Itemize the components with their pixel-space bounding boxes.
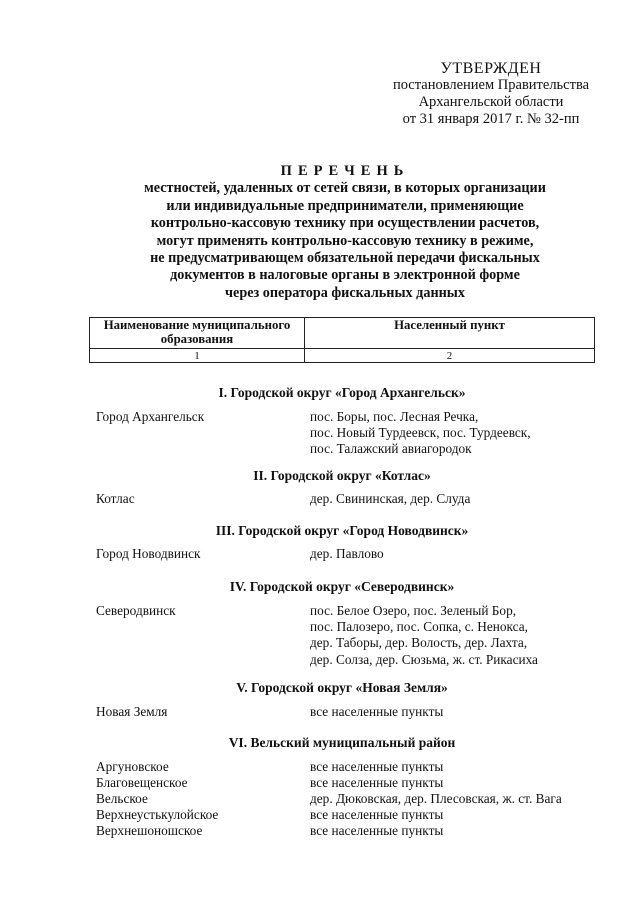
section-heading: II. Городской округ «Котлас» bbox=[253, 468, 431, 483]
approval-heading: УТВЕРЖДЕН bbox=[440, 60, 542, 77]
column-header-municipality: Наименование муниципального образования bbox=[90, 318, 305, 349]
title-line: контрольно-кассовую технику при осуществлении расчетов, bbox=[150, 215, 540, 232]
municipality-name: Аргуновское bbox=[96, 759, 169, 774]
section-heading: IV. Городской округ «Северодвинск» bbox=[229, 579, 455, 594]
settlement-line: все населенные пункты bbox=[310, 704, 444, 719]
settlement-list-cell bbox=[310, 775, 600, 791]
title-line: могут применять контрольно-кассовую технику в режиме, bbox=[156, 232, 534, 249]
settlement-list-cell bbox=[310, 759, 600, 775]
approval-line: от 31 января 2017 г. № 32-пп bbox=[402, 111, 580, 127]
municipality-name: Котлас bbox=[96, 491, 135, 506]
settlement-line: все населенные пункты bbox=[310, 759, 444, 774]
title-line: местностей, удаленных от сетей связи, в которых организации bbox=[144, 180, 546, 197]
settlement-list-cell bbox=[310, 409, 600, 458]
settlement-list-cell bbox=[310, 807, 600, 823]
municipality-name: Город Архангельск bbox=[96, 409, 205, 424]
municipality-name: Благовещенское bbox=[96, 775, 188, 790]
section-heading: V. Городской округ «Новая Земля» bbox=[236, 680, 448, 695]
section-heading: VI. Вельский муниципальный район bbox=[228, 735, 456, 750]
title-heading: ПЕРЕЧЕНЬ bbox=[280, 163, 410, 179]
approval-line: Архангельской области bbox=[418, 94, 564, 110]
settlement-list-cell bbox=[310, 546, 600, 562]
section-heading: I. Городской округ «Город Архангельск» bbox=[218, 385, 466, 400]
settlement-line: пос. Новый Турдеевск, пос. Турдеевск, bbox=[310, 425, 531, 441]
column-number: 2 bbox=[305, 349, 595, 363]
settlement-line: пос. Талажский авиагородок bbox=[310, 441, 472, 457]
settlement-line: дер. Дюковская, дер. Плесовская, ж. ст. Вага bbox=[310, 791, 562, 806]
municipality-name: Верхнеустькулойское bbox=[96, 807, 219, 822]
municipality-name: Город Новодвинск bbox=[96, 546, 201, 561]
settlement-list-cell bbox=[310, 791, 600, 807]
settlement-line: дер. Солза, дер. Сюзьма, ж. ст. Рикасиха bbox=[310, 651, 538, 667]
municipality-name: Новая Земля bbox=[96, 704, 168, 719]
settlement-line: пос. Палозеро, пос. Сопка, с. Ненокса, bbox=[310, 619, 528, 635]
municipality-name: Северодвинск bbox=[96, 603, 176, 618]
settlement-list-cell bbox=[310, 603, 600, 668]
title-line: не предусматривающем обязательной передачи фискальных bbox=[150, 250, 540, 267]
settlement-line: все населенные пункты bbox=[310, 807, 444, 822]
settlement-list-cell bbox=[310, 823, 600, 839]
settlement-line: все населенные пункты bbox=[310, 823, 444, 838]
municipality-name: Вельское bbox=[96, 791, 148, 806]
settlement-list-cell bbox=[310, 491, 600, 507]
settlement-line: дер. Свининская, дер. Слуда bbox=[310, 491, 471, 506]
column-number: 1 bbox=[90, 349, 305, 363]
section-heading: III. Городской округ «Город Новодвинск» bbox=[215, 523, 469, 538]
settlement-list-cell bbox=[310, 704, 600, 720]
settlement-line: дер. Таборы, дер. Волость, дер. Лахта, bbox=[310, 635, 528, 651]
title-line: документов в налоговые органы в электронной форме bbox=[170, 267, 520, 284]
municipality-name: Верхнешоношское bbox=[96, 823, 203, 838]
column-header-settlement: Населенный пункт bbox=[305, 318, 595, 349]
approval-line: постановлением Правительства bbox=[392, 77, 590, 93]
settlement-line: пос. Белое Озеро, пос. Зеленый Бор, bbox=[310, 603, 517, 618]
settlement-line: пос. Боры, пос. Лесная Речка, bbox=[310, 409, 479, 424]
settlement-line: дер. Павлово bbox=[310, 546, 384, 561]
title-line: через оператора фискальных данных bbox=[225, 284, 465, 301]
title-line: или индивидуальные предприниматели, применяющие bbox=[166, 197, 524, 214]
settlement-line: все населенные пункты bbox=[310, 775, 444, 790]
